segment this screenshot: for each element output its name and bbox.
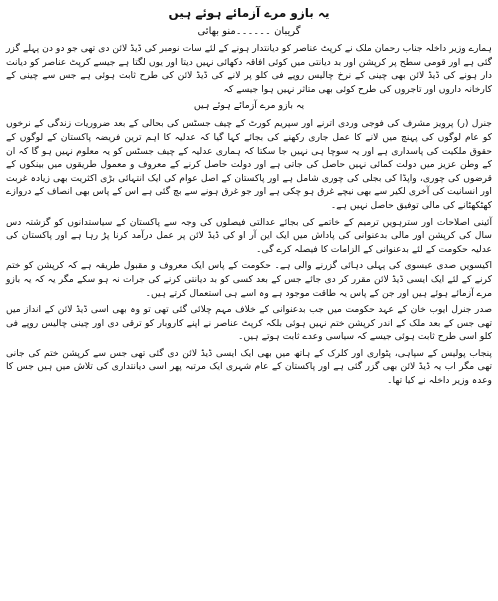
article-byline: گریبان ۔۔۔۔۔۔منو بھائی	[197, 26, 301, 37]
article-paragraph: آئینی اصلاحات اور سترہویں ترمیم کے خاتمے کی بجائے عدالتی فیصلوں کی وجہ سے پاکستان کے سیاستدانوں کو گزشتہ دس سال کی کرپشن اور مالی بدعنوانی کی پاداش میں ایک این آر او کی ڈیڈ لائن پر عمل درآمد کرنا پڑ رہا ہے اور پاکستان کی عدلیہ حکومت کے لئے بدعنوانی کے الزامات کا فیصلہ کرے گی۔	[6, 216, 492, 255]
article-title: یہ بازو مرے آزمائے ہوئے ہیں	[168, 6, 330, 20]
article-paragraph: اکیسویں صدی عیسوی کی پہلی دہائی گزرنے والی ہے۔ حکومت کے پاس ایک معروف و مقبول طریقہ ہے کہ کرپشن کو ختم کرنے کے لئے ایک ایسی ڈیڈ لائن مقرر کر دی جائے جس کے بعد کسی کو بد دیانتی کرنے کی جرات نہ ہو سکے مگر یہ کہ یہ بازو مرے آزمائے ہوئے ہیں اور جن کے پاس یہ طاقت موجود ہے وہ اسے ہی استعمال کرتے ہیں۔	[6, 260, 492, 299]
article-paragraph: جنرل (ر) پرویز مشرف کی فوجی وردی اترنے اور سپریم کورٹ کے چیف جسٹس کی بحالی کے بعد ضروریات زندگی کے نرخوں کو عام لوگوں کی پہنچ میں لانے کا عمل جاری رکھنے کی بجائے کہا گیا کہ عدلیہ کا اہم ترین فریضہ پاکستان کے لوگوں کے حقوق ملکیت کی پاسداری ہے اور یہ سوچا ہی نہیں جا سکتا کہ ہماری عدلیہ کے چیف جسٹس کو یہ معلوم نہیں ہو گا کہ ان کے وطن عزیز میں دولت کمائی نہیں حاصل کی جاتی ہے اور دولت حاصل کرنے کے معروف و معمول طریقوں میں بینکوں کے قرضوں کی چوری، واپڈا کی بجلی کی چوری شامل ہے اور پاکستان کے اصل عوام کی ایک انتہائی بڑی اکثریت بھی زیادہ غربت اور انسانیت کی آخری لکیر سے بھی نیچے غرق ہو چکی ہے اور جو غرق ہونے سے بچ گئی ہے اس کے پاس بھی انصاف کے دروازے کھٹکھٹانے کی مالی توفیق حاصل نہیں ہے۔	[6, 118, 492, 211]
article-paragraph: ہمارے وزیر داخلہ جناب رحمان ملک نے کرپٹ عناصر کو دیانتدار ہونے کے لئے سات نومبر کی ڈیڈ لائن دی تھی جو دو دن پہلے گزر گئی ہے اور قومی سطح پر کرپشن اور بد دیانتی میں کوئی افاقہ دکھائی نہیں دیتا اور یوں لگتا ہے جیسے کرپٹ عناصر کو دیانت دار ہونے کی ڈیڈ لائن بھی چینی کے نرخ چالیس روپے فی کلو پر لانے کی ڈیڈ لائن کی طرح ثابت ہوئی ہے جس سے چینی کے کارخانہ داروں اور تاجروں کی طرح کوئی بھی متاثر نہیں ہوا جیسے کہ	[6, 43, 492, 95]
article-quote: یہ بازو مرے آزمائے ہوئے ہیں	[193, 100, 305, 112]
article-paragraph: پنجاب پولیس کے سپاہی، پٹواری اور کلرک کے ہاتھ میں بھی ایک ایسی ڈیڈ لائن دی گئی تھی جس سے کرپشن ختم کی جانی تھی مگر اب یہ ڈیڈ لائن بھی گزر گئی ہے اور پاکستان کے عام شہری ایک مرتبہ پھر اسی دیانتداری کی تلاش میں ہیں جس کا وعدہ وزیر داخلہ نے کیا تھا۔	[6, 347, 492, 387]
article-paragraph: صدر جنرل ایوب خان کے عہد حکومت میں جب بدعنوانی کے خلاف مہم چلائی گئی تھی تو وہ بھی اسی ڈیڈ لائن کے انداز میں تھی جس کے بعد ملک کے اندر کرپشن ختم نہیں ہوئی بلکہ کرپٹ عناصر نے اپنے کاروبار کو ترقی دی اور چینی چالیس روپے فی کلو اسی طرح ثابت ہوئی جیسے کہ سیاسی وعدے ثابت ہوتے ہیں۔	[6, 304, 492, 343]
